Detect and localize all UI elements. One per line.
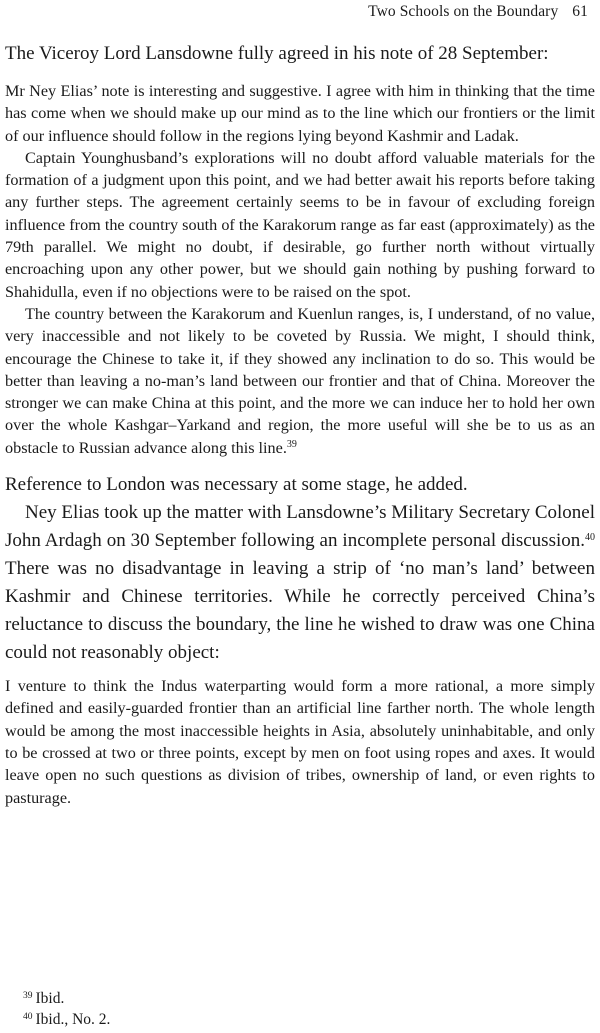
- body-paragraph-3: [5, 499, 595, 667]
- running-title: Two Schools on the Boundary: [368, 3, 559, 20]
- body-paragraph-2: Reference to London was necessary at some stage, he added.: [5, 474, 468, 496]
- intro-paragraph: The Viceroy Lord Lansdowne fully agreed in his note of 28 September:: [5, 43, 549, 64]
- quote-paragraph-2: Captain Younghusband’s explorations will no doubt afford valuable materials for the formation of a judgment upon this point, and we had better await his reports before taking any further steps. The agreement certainly seems to be in favour of excluding foreign influence from the country south of the Karakorum range as far east (approximately) as the 79th parallel. We might no doubt, if desirable, go further north without virtually encroaching upon any other power, but we should gain nothing by pushing forward to Shahidulla, even if no objections were to be raised on the spot.: [5, 148, 595, 301]
- footnote-39: [23, 988, 110, 1009]
- quote-block-2: I venture to think the Indus waterparting would form a more rational, a more simply defined and easily-guarded frontier than an artificial line farther north. The whole length would be among the most inaccessible heights in Asia, absolutely uninhabitable, and only to be crossed at two or three points, except by men on foot using ropes and axes. It would leave open no such questions as division of tribes, ownership of land, or even rights to pasturage.: [5, 677, 595, 807]
- footnote-number: 39: [23, 991, 33, 1001]
- footnotes: [23, 988, 110, 1030]
- running-head: [368, 3, 588, 21]
- footnote-ref-39: 39: [286, 438, 297, 450]
- footnote-text: Ibid.: [35, 990, 65, 1007]
- footnote-40: [23, 1009, 110, 1030]
- body-paragraph-3-part-b: There was no disadvantage in leaving a strip of ‘no man’s land’ between Kashmir and Chinese territories. While he correctly perceived China’s reluctance to discuss the boundary, the line he wished to draw was one China could not reasonably object:: [5, 558, 595, 664]
- page-number: 61: [572, 3, 588, 20]
- footnote-text: Ibid., No. 2.: [35, 1011, 111, 1028]
- quote-paragraph-3: [5, 303, 595, 459]
- footnote-number: 40: [23, 1012, 33, 1022]
- footnote-ref-40: 40: [585, 532, 595, 544]
- quote-paragraph-3-text: The country between the Karakorum and Kuenlun ranges, is, I understand, of no value, very inaccessible and not likely to be coveted by Russia. We might, I should think, encourage the Chinese to take it, if they showed any inclination to do so. This would be better than leaving a no-man’s land between our frontier and that of China. Moreover the stronger we can make China at this point, and the more we can induce her to hold her own over the whole Kashgar–Yarkand and region, the more useful will she be to us as an obstacle to Russian advance along this line.: [5, 304, 595, 457]
- quote-paragraph-1: Mr Ney Elias’ note is interesting and suggestive. I agree with him in thinking that the time has come when we should make up our mind as to the line which our frontiers or the limit of our influence should follow in the regions lying beyond Kashmir and Ladak.: [5, 82, 595, 145]
- page-body: [5, 40, 595, 809]
- body-paragraph-3-part-a: Ney Elias took up the matter with Lansdowne’s Military Secretary Colonel John Ardagh on 30 September following an incomplete personal discussion.: [5, 502, 595, 552]
